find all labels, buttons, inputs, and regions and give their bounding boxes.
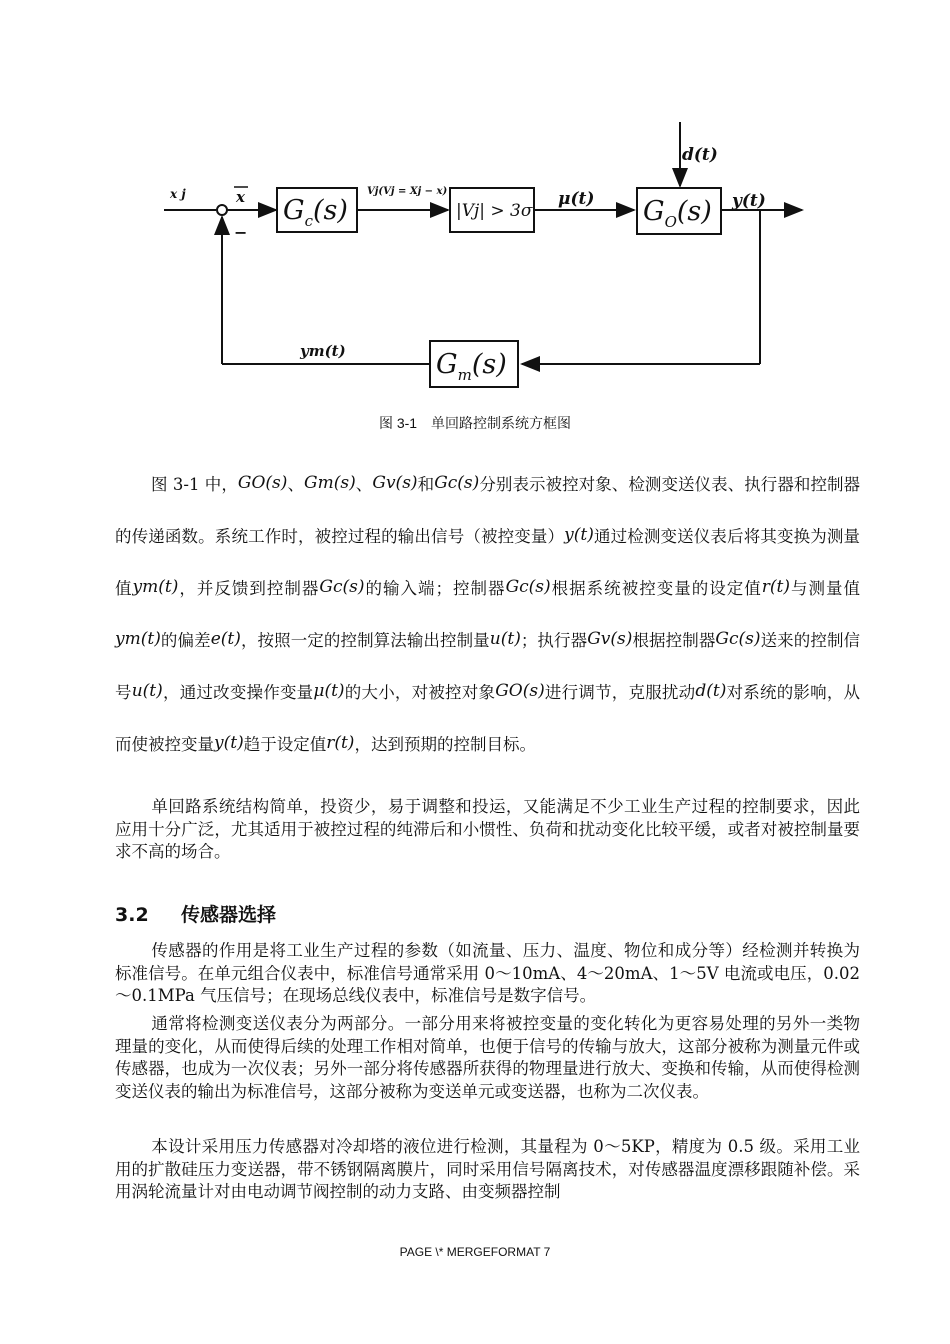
input-label: x j xyxy=(170,187,186,201)
block-diagram xyxy=(150,110,830,400)
page-footer: PAGE \* MERGEFORMAT 7 xyxy=(399,1245,551,1259)
paragraph-sensor-role: 传感器的作用是将工业生产过程的参数（如流量、压力、温度、物位和成分等）经检测并转换为标准信号。在单元组合仪表中，标准信号通常采用 0～10mA、4～20mA、1～5V 电流或电压，0.02～0.1MPa 气压信号；在现场总线仪表中，标准信号是数字信号。 xyxy=(115,941,860,1005)
d-label: d(t) xyxy=(682,145,718,165)
signal-v-label: Vj(Vj = Xj − x) xyxy=(367,186,448,197)
section-heading: 3.2 传感器选择 xyxy=(115,904,277,926)
paragraph-single-loop: 单回路系统结构简单，投资少，易于调整和投运，又能满足不少工业生产过程的控制要求，因此应用十分广泛，尤其适用于被控过程的纯滞后和小惯性、负荷和扰动变化比较平缓，或者对被控制量要求不高的场合。 xyxy=(115,797,860,861)
xbar-label: x xyxy=(236,188,245,206)
svg-text:Gm(s): $G_m(s)$ xyxy=(436,349,507,384)
threshold-label: |Vj| > 3σ xyxy=(456,201,533,221)
minus-label: − xyxy=(234,223,248,242)
paragraph-transfer-functions: 图 3-1 中，GO(s)、Gm(s)、Gv(s)和Gc(s)分别表示被控对象、检测变送仪表、执行器和控制器的传递函数。系统工作时，被控过程的输出信号（被控变量）y(t)通过检测变送仪表后将其变换为测量值ym(t)，并反馈到控制器Gc(s)的输入端；控制器Gc(s)根据系统被控变量的设定值r(t)与测量值ym(t)的偏差e(t)，按照一定的控制算法输出控制量u(t)；执行器Gv(s)根据控制器Gc(s)送来的控制信号u(t)，通过改变操作变量μ(t)的大小，对被控对象GO(s)进行调节，克服扰动d(t)对系统的影响，从而使被控变量y(t)趋于设定值r(t)，达到预期的控制目标。 xyxy=(115,473,861,754)
summing-junction xyxy=(217,205,227,215)
paragraph-transmitter-parts: 通常将检测变送仪表分为两部分。一部分用来将被控变量的变化转化为更容易处理的另外一类物理量的变化，从而使得后续的处理工作相对简单，也便于信号的传输与放大，这部分被称为测量元件或传感器，也成为一次仪表；另外一部分将传感器所获得的物理量进行放大、变换和传输，从而使得检测变送仪表的输出为标准信号，这部分被称为变送单元或变送器，也称为二次仪表。 xyxy=(115,1014,860,1101)
ym-label: ym(t) xyxy=(300,342,346,360)
svg-text:GO(s): $G_O(s)$ xyxy=(643,196,712,231)
svg-text:Gc(s): $G_c(s)$ xyxy=(283,195,348,230)
paragraph-design: 本设计采用压力传感器对冷却塔的液位进行检测，其量程为 0～5KP，精度为 0.5 级。采用工业用的扩散硅压力变送器，带不锈钢隔离膜片，同时采用信号隔离技术，对传感器温度漂移跟随补偿。采用涡轮流量计对由电动调节阀控制的动力支路、由变频器控制 xyxy=(115,1137,860,1201)
y-label: y(t) xyxy=(732,191,766,211)
figure-caption: 图 3-1 单回路控制系统方框图 xyxy=(378,415,572,431)
mu-label: μ(t) xyxy=(558,189,595,209)
